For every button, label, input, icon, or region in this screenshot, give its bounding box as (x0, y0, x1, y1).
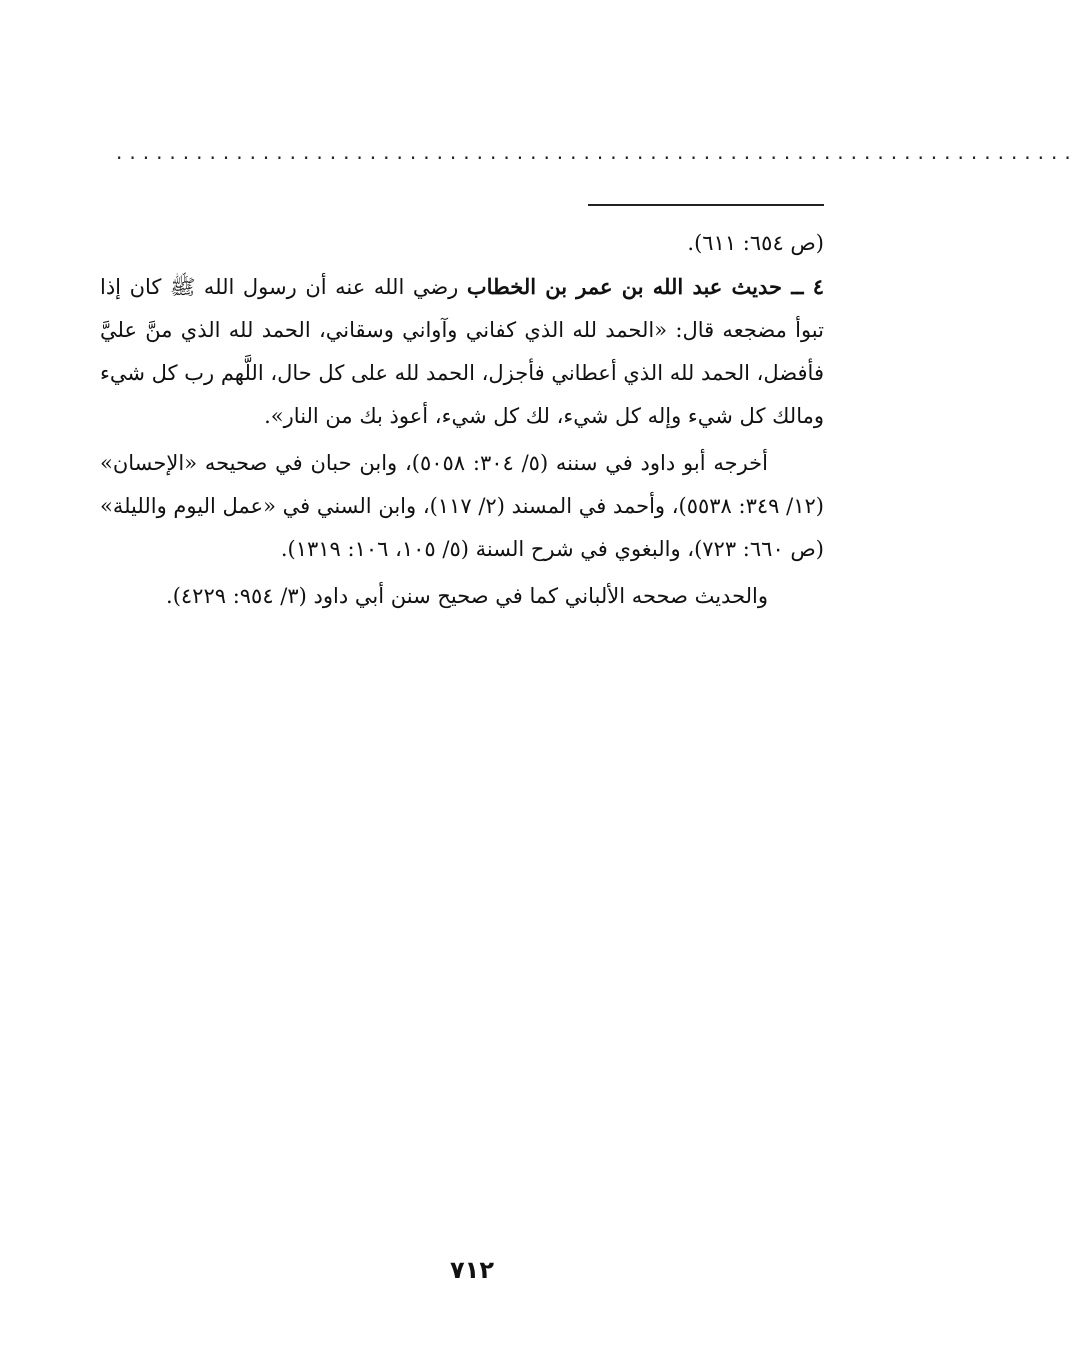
footnotes-section (100, 222, 824, 618)
footnote-hadith (100, 265, 824, 438)
page-number: ٧١٢ (450, 1256, 494, 1284)
footnote-continuation: (ص ٦٥٤: ٦١١). (687, 231, 824, 255)
footnote-grade: والحديث صححه الألباني كما في صحيح سنن أبي داود (٣/ ٩٥٤: ٤٢٢٩). (166, 584, 768, 608)
footnote-hadith-text: رضي الله عنه أن رسول الله ﷺ كان إذا تبوأ مضجعه قال: «الحمد لله الذي كفاني وآواني وسقاني، الحمد لله الذي منَّ عليَّ فأفضل، الحمد لله الذي أعطاني فأجزل، الحمد لله على كل حال، اللَّهم رب كل شيء ومالك كل شيء وإله كل شيء، لك كل شيء، أعوذ بك من النار». (100, 275, 824, 428)
dotted-separator: ........................................................................ (116, 140, 1078, 164)
footnote-hadith-lead: ٤ ــ حديث عبد الله بن عمر بن الخطاب (466, 274, 824, 299)
footnote-source: أخرجه أبو داود في سننه (٥/ ٣٠٤: ٥٠٥٨)، وابن حبان في صحيحه «الإحسان» (١٢/ ٣٤٩: ٥٥٣٨)، وأحمد في المسند (٢/ ١١٧)، وابن السني في «عمل اليوم والليلة» (ص ٦٦٠: ٧٢٣)، والبغوي في شرح السنة (٥/ ١٠٥، ١٠٦: ١٣١٩). (100, 451, 824, 561)
footnote-rule (588, 204, 824, 206)
